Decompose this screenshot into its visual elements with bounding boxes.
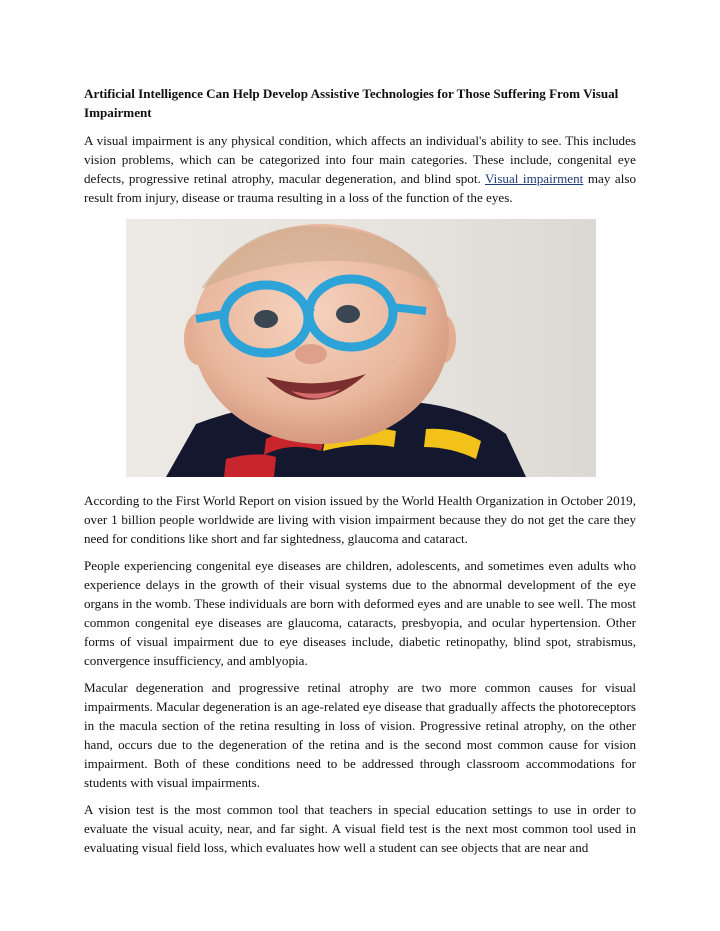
paragraph-vision-test: A vision test is the most common tool that teachers in special education settings to use in order to evaluate the visual acuity, near, and far sight. A visual field test is the next most common tool used in evaluating visual field loss, which evaluates how well a student can see objects that are near and: [84, 802, 636, 855]
intro-text-end: may also result from injury, disease or trauma resulting in a loss of the function of the eyes.: [84, 171, 636, 205]
sweater-stripe-red-2: [224, 454, 276, 477]
document-page: [84, 84, 636, 865]
glasses-right-arm: [392, 307, 426, 311]
nose: [295, 344, 327, 364]
photo-illustration: [126, 219, 596, 477]
intro-paragraph: [84, 131, 636, 207]
right-eye: [336, 305, 360, 323]
paragraph-who-report: According to the First World Report on vision issued by the World Health Organization in October 2019, over 1 billion people worldwide are living with vision impairment because they do not get the care they need for conditions like short and far sightedness, glaucoma and cataract.: [84, 493, 636, 546]
left-eye: [254, 310, 278, 328]
glasses-left-arm: [196, 314, 224, 319]
paragraph-congenital: People experiencing congenital eye diseases are children, adolescents, and sometimes even adults who experience delays in the growth of their visual systems due to the abnormal development of the eye organs in the womb. These individuals are born with deformed eyes and are unable to see well. The most common congenital eye diseases are glaucoma, cataracts, presbyopia, and ocular hypertension. Other forms of visual impairment due to eye diseases include, diabetic retinopathy, blind spot, strabismus, convergence insufficiency, and amblyopia.: [84, 558, 636, 668]
child-with-glasses-photo: [126, 219, 596, 477]
intro-text-start: A visual impairment is any physical condition, which affects an individual's ability to see. This includes vision problems, which can be categorized into four main categories. These include, congenital eye defects, progressive retinal atrophy, macular degeneration, and blind spot.: [84, 133, 636, 186]
article-title: Artificial Intelligence Can Help Develop Assistive Technologies for Those Suffering From Visual Impairment: [84, 86, 619, 120]
visual-impairment-link[interactable]: Visual impairment: [485, 171, 584, 186]
paragraph-macular: Macular degeneration and progressive retinal atrophy are two more common causes for visual impairments. Macular degeneration is an age-related eye disease that gradually affects the photoreceptors in the macula section of the retina resulting in loss of vision. Progressive retinal atrophy, on the other hand, occurs due to the degeneration of the retina and is the second most common cause for vision impairment. Both of these conditions need to be addressed through classroom accommodations for students with visual impairments.: [84, 680, 637, 790]
